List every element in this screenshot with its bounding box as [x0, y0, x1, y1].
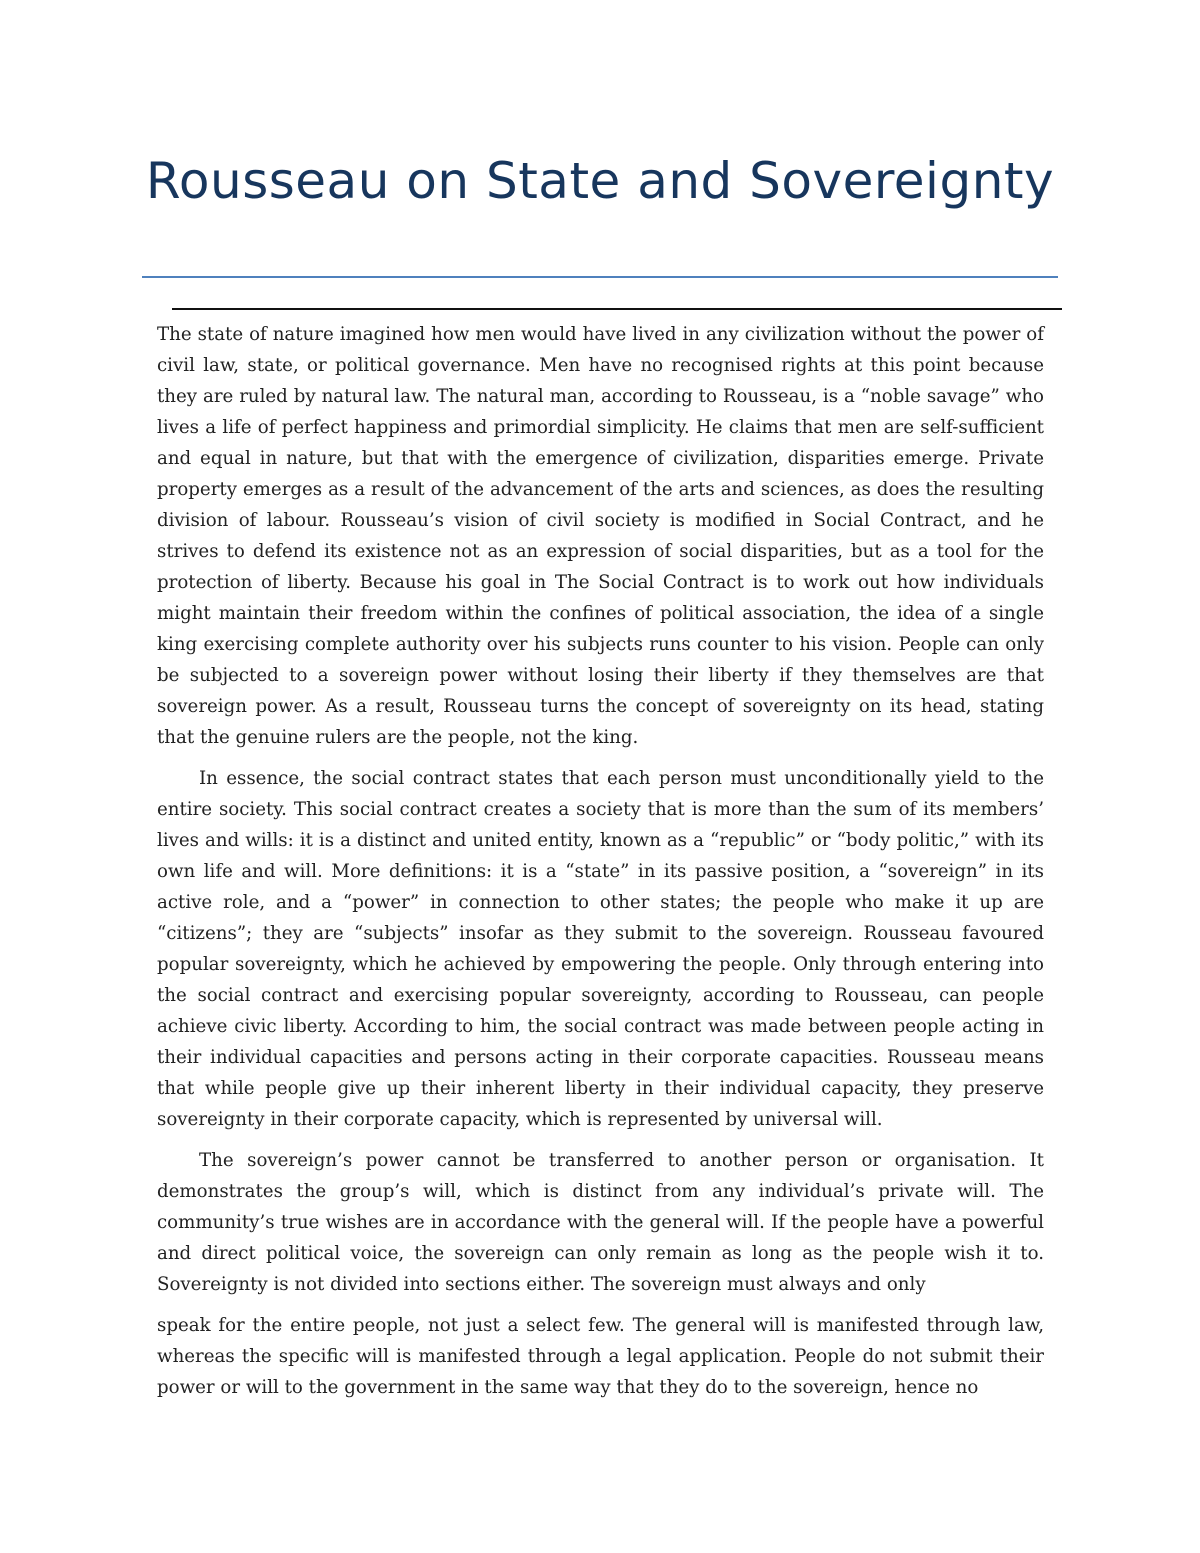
paragraph-2: In essence, the social contract states that each person must unconditionally yield to the entire society. This social contract creates a society that is more than the sum of its members’ lives and wills: it is a distinct and united entity, known as a “republic” or “body politic,” with its own life and will. More definitions: it is a “state” in its passive position, a “sovereign” in its active role, and a “power” in connection to other states; the people who make it up are “citizens”; they are “subjects” insofar as they submit to the sovereign. Rousseau favoured popular sovereignty, which he achieved by empowering the people. Only through entering into the social contract and exercising popular sovereignty, according to Rousseau, can people achieve civic liberty. According to him, the social contract was made between people acting in their individual capacities and persons acting in their corporate capacities. Rousseau means that while people give up their inherent liberty in their individual capacity, they preserve sovereignty in their corporate capacity, which is represented by universal will.: [157, 768, 1044, 1130]
paragraph-3: The sovereign’s power cannot be transferred to another person or organisation. It demonstrates the group’s will, which is distinct from any individual’s private will. The community’s true wishes are in accordance with the general will. If the people have a powerful and direct political voice, the sovereign can only remain as long as the people wish it to. Sovereignty is not divided into sections either. The sovereign must always and only: [157, 1150, 1044, 1295]
paragraph-4: speak for the entire people, not just a select few. The general will is manifested through law, whereas the specific will is manifested through a legal application. People do not submit their power or will to the government in the same way that they do to the sovereign, hence no: [157, 1315, 1044, 1398]
title-underline: [142, 276, 1058, 278]
section-divider: [172, 308, 1062, 310]
paragraph-1: The state of nature imagined how men would have lived in any civilization without the power of civil law, state, or political governance. Men have no recognised rights at this point because they are ruled by natural law. The natural man, according to Rousseau, is a “noble savage” who lives a life of perfect happiness and primordial simplicity. He claims that men are self-sufficient and equal in nature, but that with the emergence of civilization, disparities emerge. Private property emerges as a result of the advancement of the arts and sciences, as does the resulting division of labour. Rousseau’s vision of civil society is modified in Social Contract, and he strives to defend its existence not as an expression of social disparities, but as a tool for the protection of liberty. Because his goal in The Social Contract is to work out how individuals might maintain their freedom within the confines of political association, the idea of a single king exercising complete authority over his subjects runs counter to his vision. People can only be subjected to a sovereign power without losing their liberty if they themselves are that sovereign power. As a result, Rousseau turns the concept of sovereignty on its head, stating that the genuine rulers are the people, not the king.: [157, 324, 1044, 748]
document-body: [157, 319, 1044, 1413]
document-title: Rousseau on State and Sovereignty: [145, 152, 1055, 210]
